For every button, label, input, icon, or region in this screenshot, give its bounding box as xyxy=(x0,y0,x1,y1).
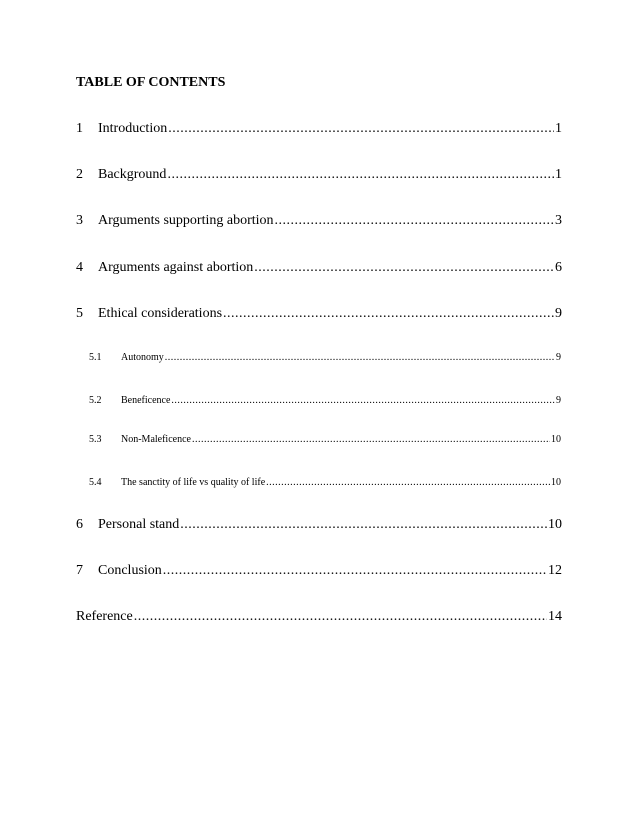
toc-entry-page: 10 xyxy=(548,517,562,532)
toc-entry-sanctity-of-life[interactable] xyxy=(89,477,561,488)
toc-entry-number: 5.1 xyxy=(89,352,102,363)
toc-entry-page: 10 xyxy=(551,477,561,488)
toc-entry-reference[interactable] xyxy=(76,609,562,625)
toc-entry-page: 9 xyxy=(556,395,561,406)
toc-entry-conclusion[interactable] xyxy=(76,563,562,579)
toc-entry-ethical-considerations[interactable] xyxy=(76,306,562,322)
toc-dot-leader xyxy=(171,395,555,406)
toc-entry-title: Non-Maleficence xyxy=(121,434,191,445)
toc-entry-page: 6 xyxy=(555,260,562,275)
toc-entry-title: Background xyxy=(98,167,167,182)
toc-entry-autonomy[interactable] xyxy=(89,352,561,363)
toc-entry-number: 1 xyxy=(76,121,83,136)
toc-dot-leader xyxy=(165,352,555,363)
toc-entry-number: 5 xyxy=(76,306,83,321)
toc-entry-title: Arguments supporting abortion xyxy=(98,213,274,228)
toc-entry-number: 5.3 xyxy=(89,434,102,445)
toc-entry-page: 1 xyxy=(555,167,562,182)
toc-dot-leader xyxy=(254,260,554,276)
toc-entry-title: Conclusion xyxy=(98,563,162,578)
toc-entry-title: Beneficence xyxy=(121,395,171,406)
toc-entry-page: 9 xyxy=(556,352,561,363)
toc-entry-number: 2 xyxy=(76,167,83,182)
toc-entry-number: 4 xyxy=(76,260,83,275)
toc-entry-background[interactable] xyxy=(76,167,562,183)
toc-dot-leader xyxy=(168,121,554,137)
toc-entry-page: 12 xyxy=(548,563,562,578)
toc-entry-arguments-against[interactable] xyxy=(76,260,562,276)
toc-entry-title: Introduction xyxy=(98,121,168,136)
toc-entry-title: The sanctity of life vs quality of life xyxy=(121,477,266,488)
toc-dot-leader xyxy=(167,167,554,183)
toc-entry-page: 10 xyxy=(551,434,561,445)
toc-entry-page: 1 xyxy=(555,121,562,136)
toc-entry-title: Arguments against abortion xyxy=(98,260,254,275)
toc-entry-title: Ethical considerations xyxy=(98,306,223,321)
toc-entry-number: 7 xyxy=(76,563,83,578)
toc-entry-title: Reference xyxy=(76,609,133,624)
toc-entry-title: Autonomy xyxy=(121,352,164,363)
toc-dot-leader xyxy=(163,563,547,579)
toc-entry-arguments-supporting[interactable] xyxy=(76,213,562,229)
toc-entry-number: 5.2 xyxy=(89,395,102,406)
toc-entry-page: 3 xyxy=(555,213,562,228)
toc-entry-personal-stand[interactable] xyxy=(76,517,562,533)
toc-entry-page: 9 xyxy=(555,306,562,321)
toc-entry-number: 5.4 xyxy=(89,477,102,488)
toc-entry-page: 14 xyxy=(548,609,562,624)
toc-entry-beneficence[interactable] xyxy=(89,395,561,406)
toc-dot-leader xyxy=(275,213,554,229)
toc-entry-non-maleficence[interactable] xyxy=(89,434,561,445)
toc-entry-introduction[interactable] xyxy=(76,121,562,137)
toc-title: TABLE OF CONTENTS xyxy=(76,75,226,90)
toc-dot-leader xyxy=(266,477,550,488)
toc-dot-leader xyxy=(223,306,554,322)
toc-entry-number: 3 xyxy=(76,213,83,228)
toc-dot-leader xyxy=(134,609,547,625)
toc-entry-number: 6 xyxy=(76,517,83,532)
toc-dot-leader xyxy=(192,434,550,445)
toc-entry-title: Personal stand xyxy=(98,517,180,532)
toc-dot-leader xyxy=(180,517,547,533)
